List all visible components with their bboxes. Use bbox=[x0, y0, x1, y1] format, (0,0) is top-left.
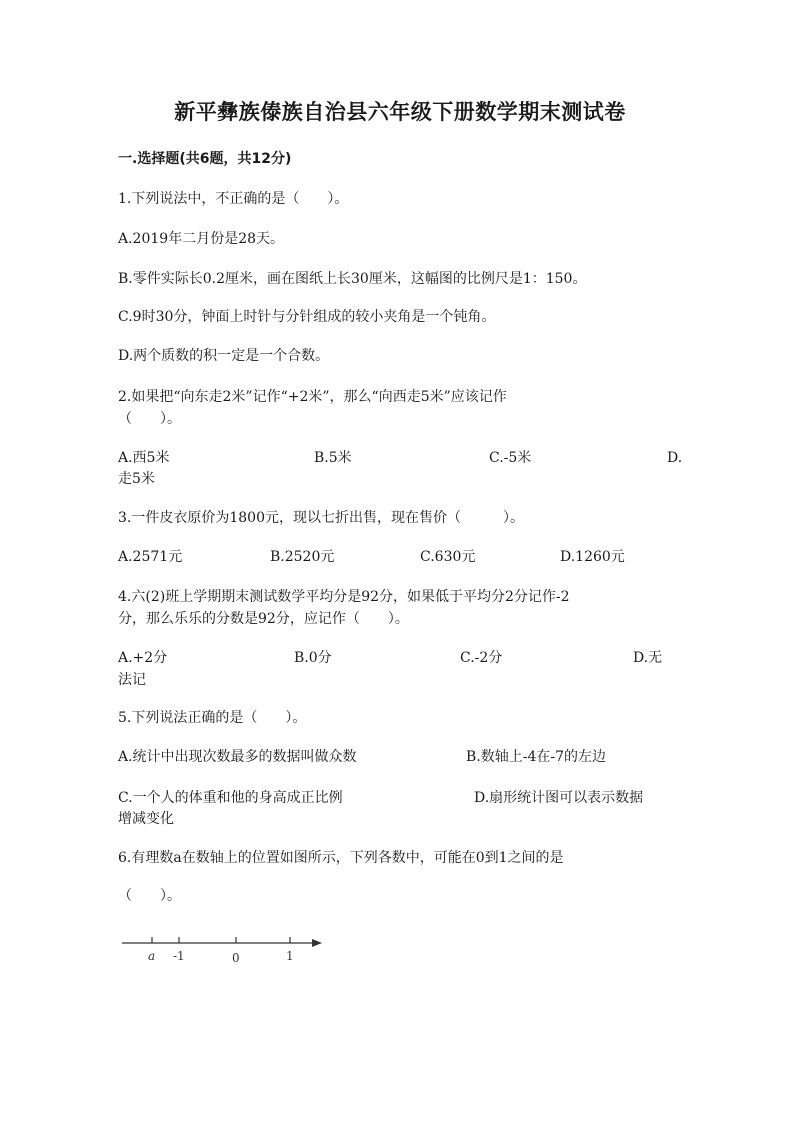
q1-option-a: A.2019年二月份是28天。 bbox=[118, 231, 285, 247]
q4-stem-line1: 4.六(2)班上学期期末测试数学平均分是92分，如果低于平均分2分记作-2 bbox=[118, 589, 570, 605]
q1-stem: 1.下列说法中，不正确的是（ ）。 bbox=[118, 191, 349, 207]
q5-option-c: C.一个人的体重和他的身高成正比例 bbox=[118, 790, 343, 806]
q5-stem: 5.下列说法正确的是（ ）。 bbox=[118, 710, 307, 726]
q5-option-d: D.扇形统计图可以表示数据 bbox=[474, 790, 644, 806]
number-line-arrow bbox=[312, 939, 322, 947]
label-zero: 0 bbox=[232, 951, 240, 965]
number-line-figure bbox=[118, 932, 338, 972]
page-title: 新平彝族傣族自治县六年级下册数学期末测试卷 bbox=[174, 100, 626, 124]
q4-option-d: D.无 bbox=[633, 650, 663, 666]
q3-option-d: D.1260元 bbox=[560, 549, 625, 565]
q3-stem: 3.一件皮衣原价为1800元，现以七折出售，现在售价（ ）。 bbox=[118, 510, 524, 526]
q2-option-d-wrap: 走5米 bbox=[118, 471, 155, 487]
q3-option-a: A.2571元 bbox=[118, 549, 183, 565]
q4-option-b: B.0分 bbox=[294, 650, 332, 666]
q1-option-c: C.9时30分，钟面上时针与分针组成的较小夹角是一个钝角。 bbox=[118, 309, 496, 325]
q2-option-a: A.西5米 bbox=[118, 450, 170, 466]
label-a: a bbox=[148, 949, 156, 963]
q2-option-c: C.-5米 bbox=[489, 450, 532, 466]
q4-option-c: C.-2分 bbox=[460, 650, 503, 666]
q5-option-b: B.数轴上-4在-7的左边 bbox=[466, 749, 607, 765]
q6-stem-line2: （ ）。 bbox=[118, 888, 181, 904]
q1-option-d: D.两个质数的积一定是一个合数。 bbox=[118, 348, 330, 364]
label-neg1: -1 bbox=[173, 949, 185, 963]
q2-stem-line1: 2.如果把“向东走2米”记作“+2米”，那么“向西走5米”应该记作 bbox=[118, 389, 507, 405]
q5-option-a: A.统计中出现次数最多的数据叫做众数 bbox=[118, 749, 357, 765]
q4-option-a: A.+2分 bbox=[118, 650, 168, 666]
q3-option-c: C.630元 bbox=[420, 549, 476, 565]
q4-stem-line2: 分，那么乐乐的分数是92分，应记作（ ）。 bbox=[118, 611, 409, 627]
q2-option-d: D. bbox=[667, 450, 683, 466]
q5-option-d-wrap: 增减变化 bbox=[118, 811, 174, 827]
label-one: 1 bbox=[286, 949, 294, 963]
q4-option-d-wrap: 法记 bbox=[118, 672, 146, 688]
q2-stem-line2: （ ）。 bbox=[118, 411, 181, 427]
section-heading: 一.选择题(共6题，共12分) bbox=[118, 151, 292, 167]
q2-option-b: B.5米 bbox=[314, 450, 352, 466]
q1-option-b: B.零件实际长0.2厘米，画在图纸上长30厘米，这幅图的比例尺是1：150。 bbox=[118, 271, 587, 287]
q6-stem-line1: 6.有理数a在数轴上的位置如图所示，下列各数中，可能在0到1之间的是 bbox=[118, 850, 564, 866]
q3-option-b: B.2520元 bbox=[270, 549, 335, 565]
